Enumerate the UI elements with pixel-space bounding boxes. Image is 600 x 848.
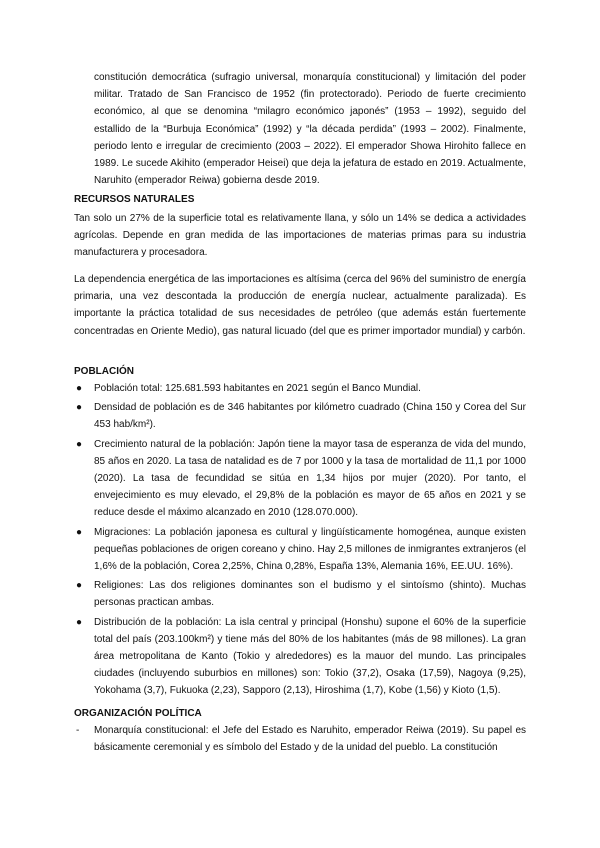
organizacion-list [74, 722, 526, 756]
recursos-paragraph-1: Tan solo un 27% de la superficie total es relativamente llana, y sólo un 14% se dedica a actividades agrícolas. Depende en gran medida de las importaciones de materias primas para su industria manufacturera y procesadora. [74, 213, 526, 259]
list-item-text: Distribución de la población: La isla central y principal (Honshu) supone el 60% de la superficie total del país (203.100km²) y tiene más del 80% de los habitantes (más de 98 millones). La gran área metropolitana de Kanto (Tokio y alrededores) es la mauor del mundo. Las principales ciudades (incluyendo suburbios en millones) son: Tokio (37,2), Osaka (17,59), Nagoya (9,25), Yokohama (3,7), Fukuoka (2,23), Sapporo (2,13), Hiroshima (1,7), Kobe (1,56) y Kioto (1,5). [94, 616, 526, 697]
intro-paragraph: constitución democrática (sufragio universal, monarquía constitucional) y limitación del poder militar. Tratado de San Francisco de 1952 (fin protectorado). Periodo de fuerte crecimiento económico, al que se denomina “milagro económico japonés” (1953 – 1992), seguido del estallido de la “Burbuja Económica” (1992) y “la década perdida” (1993 – 2002). Finalmente, periodo lento e irregular de crecimiento (2003 – 2022). El emperador Showa Hirohito fallece en 1989. Le sucede Akihito (emperador Heisei) que deja la jefatura de estado en 2019. Actualmente, Naruhito (emperador Reiwa) gobierna desde 2019. [94, 72, 526, 187]
recursos-heading: RECURSOS NATURALES [74, 194, 195, 205]
list-item-text: Religiones: Las dos religiones dominantes son el budismo y el sintoísmo (shinto). Muchas personas practican ambas. [94, 580, 526, 609]
list-item [74, 436, 526, 522]
bullet-icon: ● [76, 402, 83, 414]
list-item [74, 614, 526, 700]
bullet-icon: ● [76, 580, 83, 592]
list-item [74, 380, 526, 397]
dash-icon: - [76, 725, 80, 736]
bullet-icon: ● [76, 438, 83, 450]
poblacion-list [74, 380, 526, 702]
list-item [74, 399, 526, 433]
list-item [74, 524, 526, 576]
list-item-text: Monarquía constitucional: el Jefe del Estado es Naruhito, emperador Reiwa (2019). Su papel es básicamente ceremonial y es símbolo del Estado y de la unidad del pueblo. La constitución [94, 725, 526, 754]
list-item-text: Densidad de población es de 346 habitantes por kilómetro cuadrado (China 150 y Corea del Sur 453 hab/km²). [94, 402, 526, 431]
list-item-text: Crecimiento natural de la población: Japón tiene la mayor tasa de esperanza de vida del mundo, 85 años en 2020. La tasa de natalidad es de 7 por 1000 y la tasa de mortalidad de 11,1 por 1000 (2020). La tasa de fecundidad se sitúa en 1,34 hijos por mujer (2020). Por tanto, el envejecimiento es muy elevado, el 29,8% de la población es mayor de 65 años en 2021 y se reduce desde el máximo alcanzado en 2010 (128.070.000). [94, 438, 526, 519]
organizacion-heading: ORGANIZACIÓN POLÍTICA [74, 708, 202, 719]
list-item [74, 722, 526, 756]
bullet-icon: ● [76, 383, 83, 394]
list-item [74, 577, 526, 611]
recursos-paragraph-2: La dependencia energética de las importaciones es altísima (cerca del 96% del suministro de energía primaria, una vez descontada la producción de energía nuclear, actualmente paralizada). Es importante la práctica totalidad de sus necesidades de petróleo (que además están fuertemente concentradas en Oriente Medio), gas natural licuado (del que es primer importador mundial) y carbón. [74, 274, 526, 337]
list-item-text: Migraciones: La población japonesa es cultural y lingüísticamente homogénea, aunque existen pequeñas poblaciones de origen coreano y chino. Hay 2,5 millones de inmigrantes extranjeros (el 1,6% de la población, Corea 2,25%, China 0,28%, España 13%, Alemania 16%, EE.UU. 16%). [94, 526, 526, 573]
bullet-icon: ● [76, 526, 83, 538]
bullet-icon: ● [76, 616, 83, 628]
poblacion-heading: POBLACIÓN [74, 366, 134, 377]
list-item-text: Población total: 125.681.593 habitantes en 2021 según el Banco Mundial. [94, 383, 421, 394]
